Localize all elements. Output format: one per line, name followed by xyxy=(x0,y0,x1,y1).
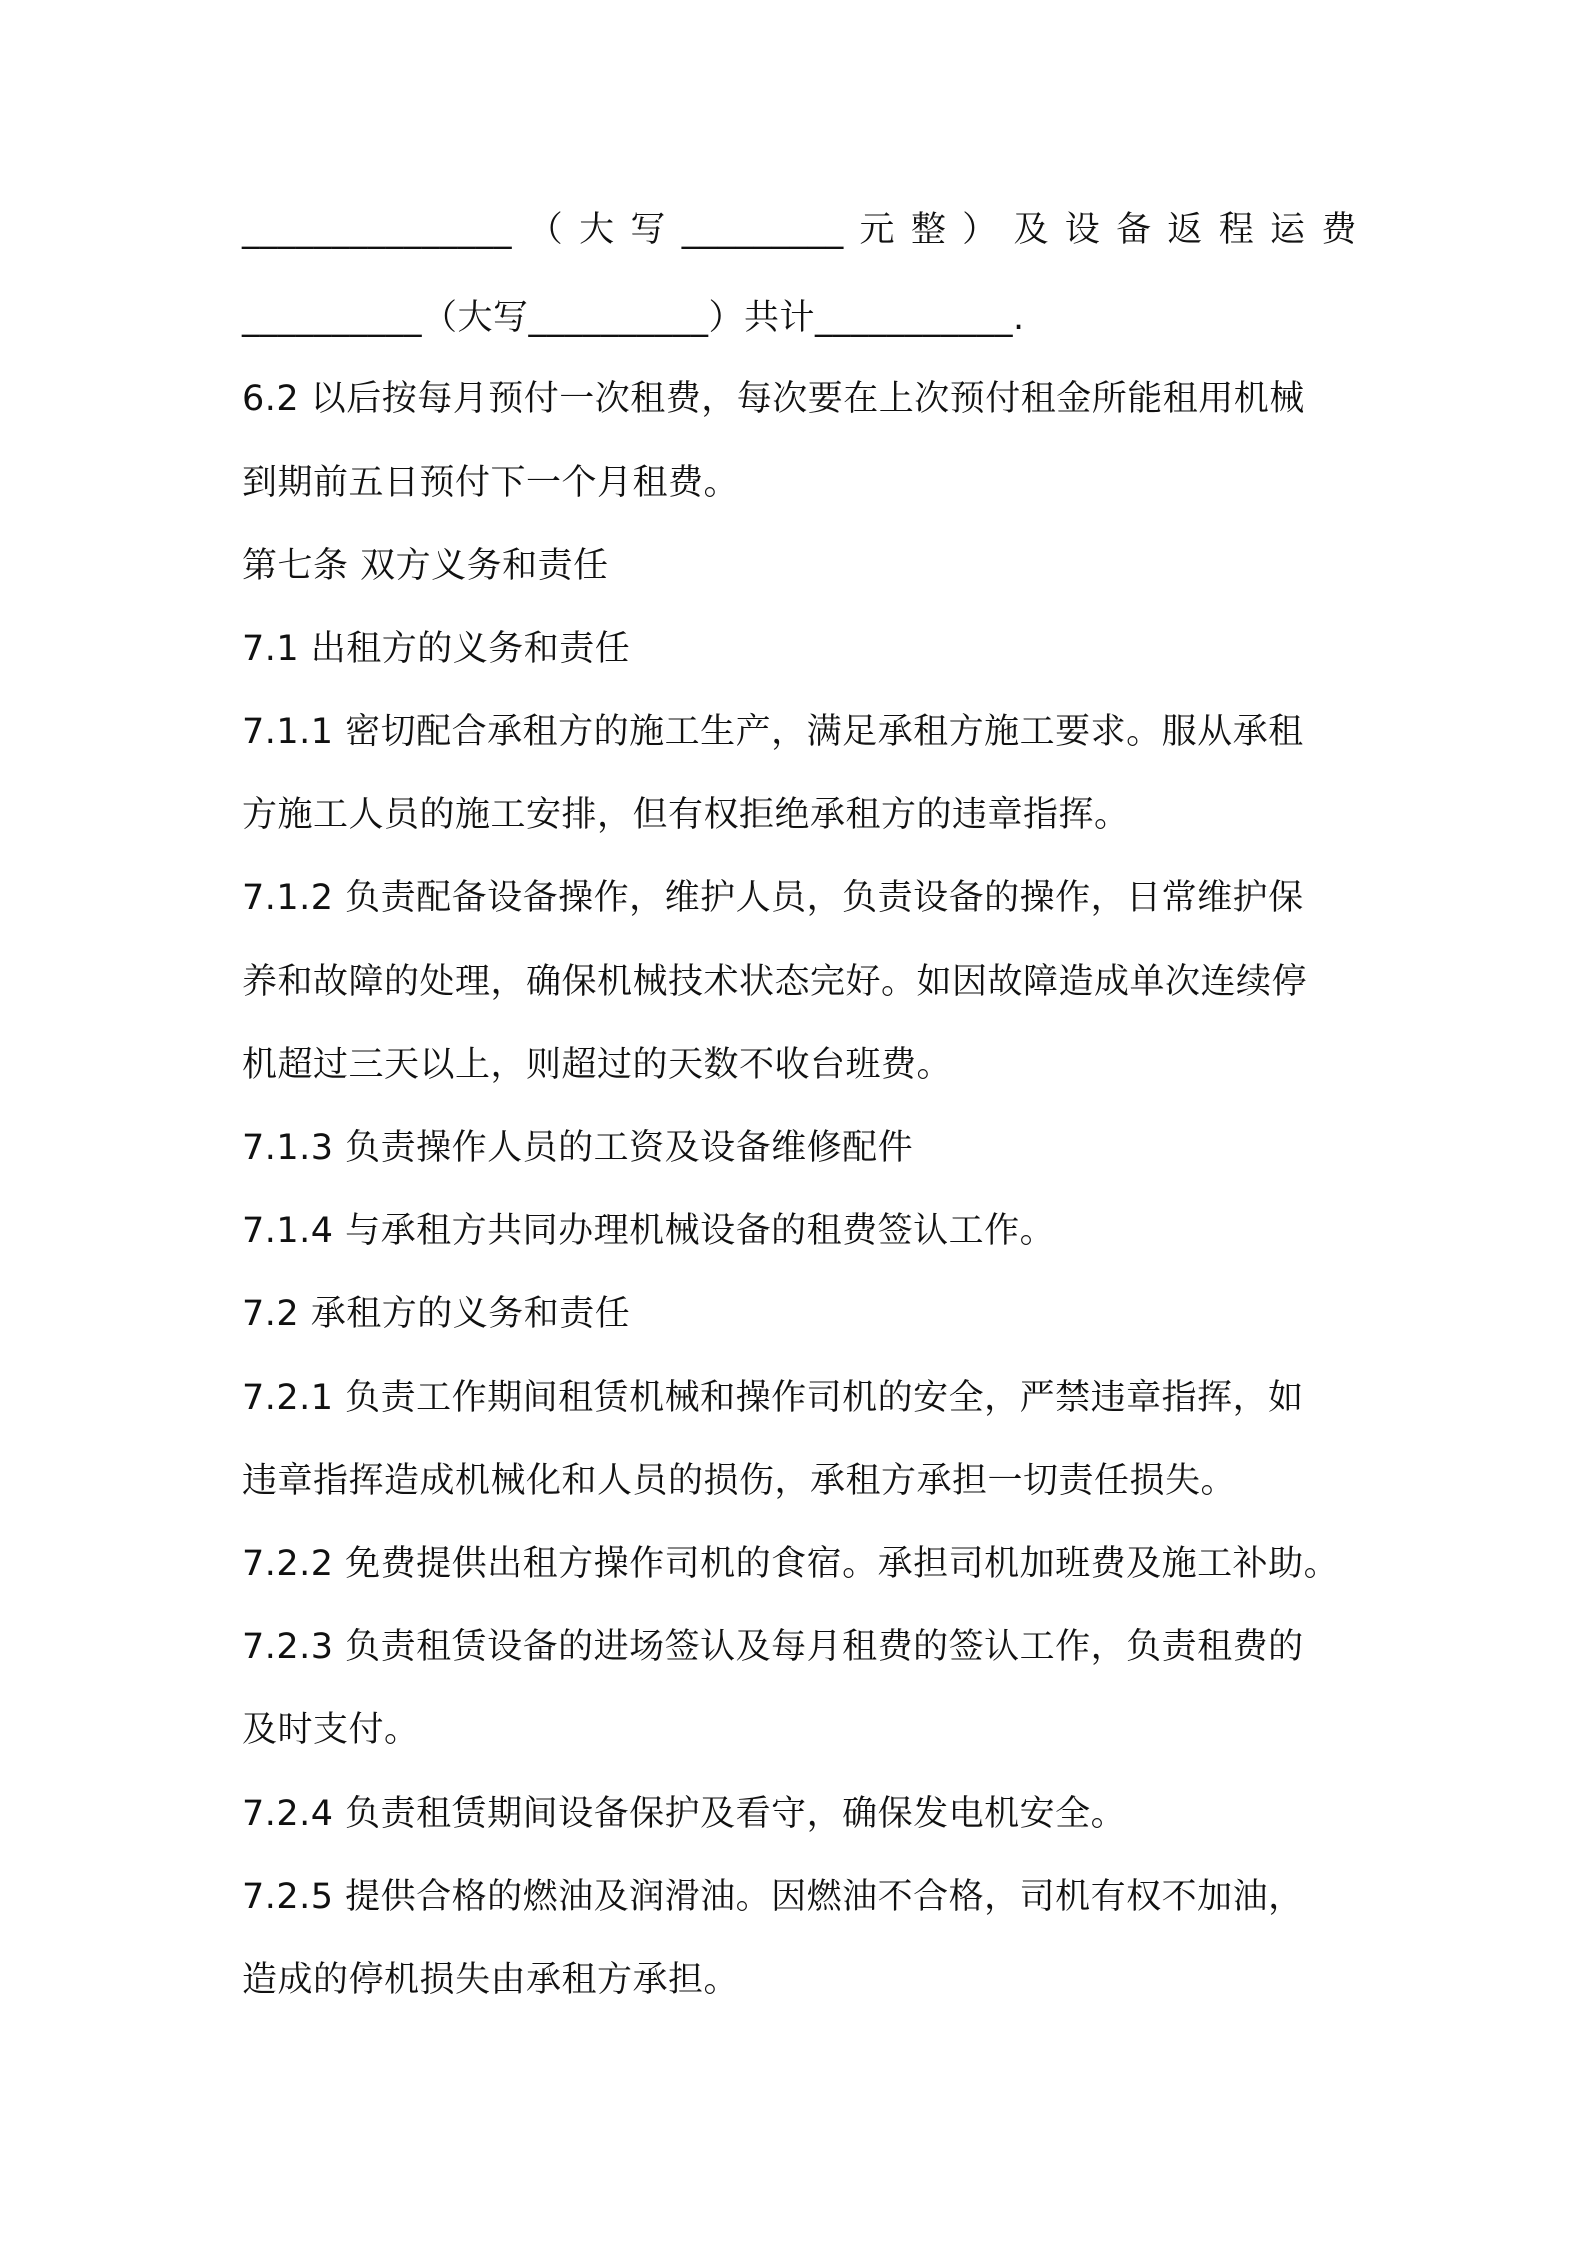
clause-7-2-5-line-1: 7.2.5 提供合格的燃油及润滑油。因燃油不合格，司机有权不加油， xyxy=(242,1877,1304,1917)
line-total: __________（大写__________）共计___________. xyxy=(242,298,1025,338)
text-segment: 程 xyxy=(1218,210,1255,250)
clause-7-2-4: 7.2.4 负责租赁期间设备保护及看守，确保发电机安全。 xyxy=(242,1794,1127,1834)
text-segment: 整 xyxy=(910,210,947,250)
text-segment: 费 xyxy=(1321,210,1357,250)
clause-6-2-line-2: 到期前五日预付下一个月租费。 xyxy=(242,463,740,503)
clause-7-1-2-line-3: 机超过三天以上，则超过的天数不收台班费。 xyxy=(242,1045,953,1085)
text-segment: 写 xyxy=(630,210,666,250)
clause-7-2-5-line-2: 造成的停机损失由承租方承担。 xyxy=(242,1960,740,2000)
clause-7-2-1-line-1: 7.2.1 负责工作期间租赁机械和操作司机的安全，严禁违章指挥，如 xyxy=(242,1378,1304,1418)
clause-7-1-1-line-2: 方施工人员的施工安排，但有权拒绝承租方的违章指挥。 xyxy=(242,795,1130,835)
clause-7-2-1-line-2: 违章指挥造成机械化和人员的损伤，承租方承担一切责任损失。 xyxy=(242,1461,1237,1501)
text-segment: _______________ xyxy=(242,210,512,250)
text-segment: 大 xyxy=(579,210,615,250)
clause-7-1-3: 7.1.3 负责操作人员的工资及设备维修配件 xyxy=(242,1128,914,1168)
text-segment: 运 xyxy=(1270,210,1306,250)
clause-6-2-line-1: 6.2 以后按每月预付一次租费，每次要在上次预付租金所能租用机械 xyxy=(242,379,1305,419)
text-segment: 返 xyxy=(1167,210,1203,250)
clause-7-1-2-line-2: 养和故障的处理，确保机械技术状态完好。如因故障造成单次连续停 xyxy=(242,962,1308,1002)
clause-7-2-3-line-1: 7.2.3 负责租赁设备的进场签认及每月租费的签认工作，负责租费的 xyxy=(242,1627,1304,1667)
clause-7-2-2: 7.2.2 免费提供出租方操作司机的食宿。承担司机加班费及施工补助。 xyxy=(242,1544,1340,1584)
clause-7-1-4: 7.1.4 与承租方共同办理机械设备的租费签认工作。 xyxy=(242,1211,1056,1251)
text-segment: _________ xyxy=(681,210,844,250)
text-segment: 元 xyxy=(859,210,896,250)
line-return-freight xyxy=(242,205,1357,255)
text-segment: （ xyxy=(527,210,564,250)
text-segment: 备 xyxy=(1116,210,1152,250)
section-7-1-heading: 7.1 出租方的义务和责任 xyxy=(242,629,631,669)
clause-7-1-2-line-1: 7.1.2 负责配备设备操作，维护人员，负责设备的操作，日常维护保 xyxy=(242,878,1304,918)
text-segment: ） xyxy=(962,210,998,250)
section-7-2-heading: 7.2 承租方的义务和责任 xyxy=(242,1294,631,1334)
text-segment: 设 xyxy=(1064,210,1101,250)
text-segment: 及 xyxy=(1013,210,1049,250)
clause-7-1-1-line-1: 7.1.1 密切配合承租方的施工生产，满足承租方施工要求。服从承租 xyxy=(242,712,1304,752)
clause-7-2-3-line-2: 及时支付。 xyxy=(242,1710,420,1750)
article-7-heading: 第七条 双方义务和责任 xyxy=(242,546,609,586)
